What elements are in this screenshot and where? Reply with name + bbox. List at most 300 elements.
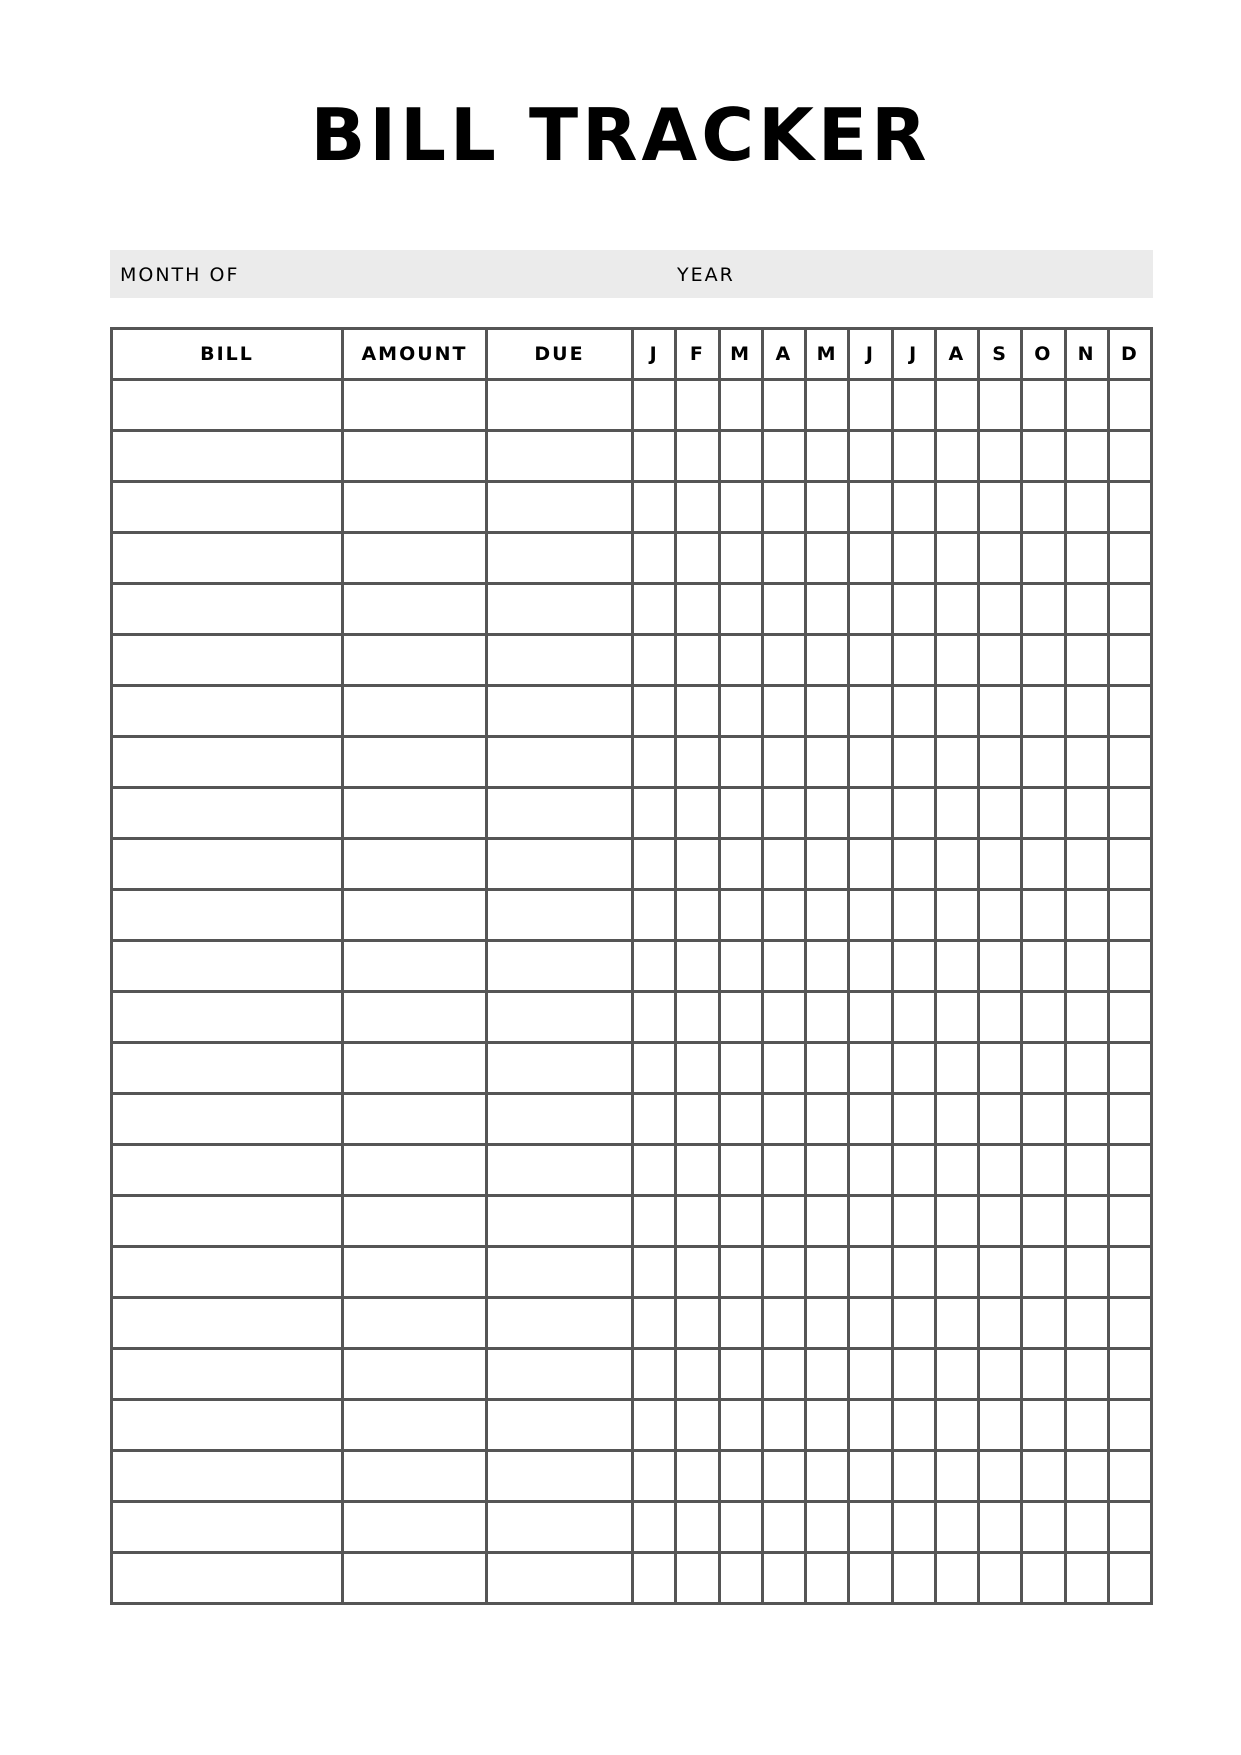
month-checkbox-cell[interactable]	[719, 1094, 762, 1145]
month-checkbox-cell[interactable]	[1108, 1043, 1151, 1094]
month-checkbox-cell[interactable]	[633, 1094, 676, 1145]
entry-cell[interactable]	[487, 584, 633, 635]
month-checkbox-cell[interactable]	[719, 941, 762, 992]
month-checkbox-cell[interactable]	[676, 1145, 719, 1196]
month-checkbox-cell[interactable]	[892, 1502, 935, 1553]
month-checkbox-cell[interactable]	[892, 635, 935, 686]
month-checkbox-cell[interactable]	[1022, 992, 1065, 1043]
month-checkbox-cell[interactable]	[806, 839, 849, 890]
month-checkbox-cell[interactable]	[719, 1553, 762, 1604]
month-checkbox-cell[interactable]	[676, 1196, 719, 1247]
month-checkbox-cell[interactable]	[633, 1502, 676, 1553]
month-checkbox-cell[interactable]	[633, 737, 676, 788]
entry-cell[interactable]	[343, 1451, 487, 1502]
entry-cell[interactable]	[343, 635, 487, 686]
month-checkbox-cell[interactable]	[1108, 431, 1151, 482]
month-checkbox-cell[interactable]	[762, 1400, 805, 1451]
month-checkbox-cell[interactable]	[935, 1298, 978, 1349]
month-checkbox-cell[interactable]	[719, 1298, 762, 1349]
month-checkbox-cell[interactable]	[676, 1451, 719, 1502]
month-checkbox-cell[interactable]	[806, 482, 849, 533]
month-checkbox-cell[interactable]	[719, 1043, 762, 1094]
month-checkbox-cell[interactable]	[1108, 1094, 1151, 1145]
month-checkbox-cell[interactable]	[1065, 431, 1108, 482]
month-checkbox-cell[interactable]	[979, 890, 1022, 941]
month-checkbox-cell[interactable]	[633, 1298, 676, 1349]
month-checkbox-cell[interactable]	[1022, 1349, 1065, 1400]
entry-cell[interactable]	[343, 380, 487, 431]
month-checkbox-cell[interactable]	[892, 1349, 935, 1400]
month-checkbox-cell[interactable]	[979, 1196, 1022, 1247]
month-checkbox-cell[interactable]	[806, 1094, 849, 1145]
entry-cell[interactable]	[343, 1553, 487, 1604]
month-checkbox-cell[interactable]	[762, 1043, 805, 1094]
month-checkbox-cell[interactable]	[806, 941, 849, 992]
entry-cell[interactable]	[343, 839, 487, 890]
month-of-label[interactable]: MONTH OF	[120, 264, 240, 286]
month-checkbox-cell[interactable]	[1065, 686, 1108, 737]
month-checkbox-cell[interactable]	[1108, 635, 1151, 686]
entry-cell[interactable]	[487, 1502, 633, 1553]
month-checkbox-cell[interactable]	[935, 737, 978, 788]
month-checkbox-cell[interactable]	[676, 482, 719, 533]
entry-cell[interactable]	[343, 1145, 487, 1196]
entry-cell[interactable]	[112, 1451, 343, 1502]
month-checkbox-cell[interactable]	[762, 941, 805, 992]
month-checkbox-cell[interactable]	[719, 1400, 762, 1451]
month-checkbox-cell[interactable]	[719, 737, 762, 788]
entry-cell[interactable]	[343, 1247, 487, 1298]
month-checkbox-cell[interactable]	[1022, 686, 1065, 737]
entry-cell[interactable]	[112, 1349, 343, 1400]
month-checkbox-cell[interactable]	[849, 431, 892, 482]
month-checkbox-cell[interactable]	[676, 992, 719, 1043]
month-checkbox-cell[interactable]	[849, 1502, 892, 1553]
entry-cell[interactable]	[112, 890, 343, 941]
month-checkbox-cell[interactable]	[1108, 941, 1151, 992]
month-checkbox-cell[interactable]	[806, 1247, 849, 1298]
month-checkbox-cell[interactable]	[935, 482, 978, 533]
month-checkbox-cell[interactable]	[1065, 635, 1108, 686]
month-checkbox-cell[interactable]	[849, 1553, 892, 1604]
entry-cell[interactable]	[112, 1400, 343, 1451]
month-checkbox-cell[interactable]	[676, 737, 719, 788]
month-checkbox-cell[interactable]	[719, 839, 762, 890]
month-checkbox-cell[interactable]	[1065, 788, 1108, 839]
month-checkbox-cell[interactable]	[633, 1247, 676, 1298]
month-checkbox-cell[interactable]	[892, 380, 935, 431]
month-checkbox-cell[interactable]	[762, 431, 805, 482]
month-checkbox-cell[interactable]	[849, 941, 892, 992]
entry-cell[interactable]	[487, 1196, 633, 1247]
entry-cell[interactable]	[487, 482, 633, 533]
entry-cell[interactable]	[343, 1196, 487, 1247]
month-checkbox-cell[interactable]	[676, 890, 719, 941]
month-checkbox-cell[interactable]	[849, 380, 892, 431]
month-checkbox-cell[interactable]	[676, 431, 719, 482]
month-checkbox-cell[interactable]	[676, 1043, 719, 1094]
month-checkbox-cell[interactable]	[979, 941, 1022, 992]
month-checkbox-cell[interactable]	[892, 1553, 935, 1604]
month-checkbox-cell[interactable]	[935, 533, 978, 584]
month-checkbox-cell[interactable]	[762, 635, 805, 686]
month-checkbox-cell[interactable]	[1022, 1298, 1065, 1349]
month-checkbox-cell[interactable]	[935, 941, 978, 992]
month-checkbox-cell[interactable]	[719, 1145, 762, 1196]
month-checkbox-cell[interactable]	[806, 1196, 849, 1247]
month-checkbox-cell[interactable]	[1065, 1247, 1108, 1298]
month-checkbox-cell[interactable]	[633, 1400, 676, 1451]
month-checkbox-cell[interactable]	[806, 1400, 849, 1451]
month-checkbox-cell[interactable]	[762, 1196, 805, 1247]
month-checkbox-cell[interactable]	[633, 584, 676, 635]
entry-cell[interactable]	[487, 1553, 633, 1604]
month-checkbox-cell[interactable]	[1108, 737, 1151, 788]
month-checkbox-cell[interactable]	[892, 788, 935, 839]
entry-cell[interactable]	[112, 1196, 343, 1247]
month-checkbox-cell[interactable]	[1022, 431, 1065, 482]
month-checkbox-cell[interactable]	[1022, 1145, 1065, 1196]
month-checkbox-cell[interactable]	[1065, 1094, 1108, 1145]
month-checkbox-cell[interactable]	[762, 686, 805, 737]
month-checkbox-cell[interactable]	[849, 839, 892, 890]
entry-cell[interactable]	[487, 1094, 633, 1145]
month-checkbox-cell[interactable]	[935, 584, 978, 635]
month-checkbox-cell[interactable]	[935, 1196, 978, 1247]
month-checkbox-cell[interactable]	[1022, 1451, 1065, 1502]
month-checkbox-cell[interactable]	[762, 1247, 805, 1298]
month-checkbox-cell[interactable]	[849, 1145, 892, 1196]
month-checkbox-cell[interactable]	[935, 1094, 978, 1145]
entry-cell[interactable]	[112, 1298, 343, 1349]
month-checkbox-cell[interactable]	[1065, 482, 1108, 533]
month-checkbox-cell[interactable]	[1022, 1196, 1065, 1247]
month-checkbox-cell[interactable]	[806, 788, 849, 839]
month-checkbox-cell[interactable]	[979, 1145, 1022, 1196]
month-checkbox-cell[interactable]	[633, 1043, 676, 1094]
entry-cell[interactable]	[487, 890, 633, 941]
entry-cell[interactable]	[112, 992, 343, 1043]
month-checkbox-cell[interactable]	[719, 533, 762, 584]
month-checkbox-cell[interactable]	[762, 1145, 805, 1196]
month-checkbox-cell[interactable]	[892, 1145, 935, 1196]
month-checkbox-cell[interactable]	[979, 635, 1022, 686]
entry-cell[interactable]	[112, 737, 343, 788]
month-checkbox-cell[interactable]	[979, 1400, 1022, 1451]
month-checkbox-cell[interactable]	[849, 482, 892, 533]
month-checkbox-cell[interactable]	[979, 584, 1022, 635]
entry-cell[interactable]	[112, 1043, 343, 1094]
month-checkbox-cell[interactable]	[849, 1196, 892, 1247]
entry-cell[interactable]	[112, 635, 343, 686]
month-checkbox-cell[interactable]	[633, 1349, 676, 1400]
month-checkbox-cell[interactable]	[633, 1196, 676, 1247]
month-checkbox-cell[interactable]	[935, 1451, 978, 1502]
month-checkbox-cell[interactable]	[762, 1451, 805, 1502]
month-checkbox-cell[interactable]	[979, 1298, 1022, 1349]
month-checkbox-cell[interactable]	[719, 992, 762, 1043]
entry-cell[interactable]	[487, 941, 633, 992]
month-checkbox-cell[interactable]	[1065, 1298, 1108, 1349]
month-checkbox-cell[interactable]	[1022, 1247, 1065, 1298]
entry-cell[interactable]	[487, 1349, 633, 1400]
entry-cell[interactable]	[487, 1145, 633, 1196]
month-checkbox-cell[interactable]	[892, 839, 935, 890]
entry-cell[interactable]	[343, 533, 487, 584]
month-checkbox-cell[interactable]	[1108, 584, 1151, 635]
entry-cell[interactable]	[112, 1145, 343, 1196]
entry-cell[interactable]	[343, 1298, 487, 1349]
month-checkbox-cell[interactable]	[1065, 1400, 1108, 1451]
month-checkbox-cell[interactable]	[676, 1094, 719, 1145]
month-checkbox-cell[interactable]	[892, 686, 935, 737]
month-checkbox-cell[interactable]	[849, 635, 892, 686]
month-checkbox-cell[interactable]	[1065, 1502, 1108, 1553]
month-checkbox-cell[interactable]	[935, 788, 978, 839]
entry-cell[interactable]	[112, 1502, 343, 1553]
month-checkbox-cell[interactable]	[849, 1094, 892, 1145]
month-checkbox-cell[interactable]	[935, 1349, 978, 1400]
month-checkbox-cell[interactable]	[979, 533, 1022, 584]
month-checkbox-cell[interactable]	[806, 1145, 849, 1196]
month-checkbox-cell[interactable]	[892, 533, 935, 584]
entry-cell[interactable]	[343, 482, 487, 533]
entry-cell[interactable]	[112, 941, 343, 992]
entry-cell[interactable]	[343, 737, 487, 788]
entry-cell[interactable]	[112, 1247, 343, 1298]
month-checkbox-cell[interactable]	[1022, 533, 1065, 584]
month-checkbox-cell[interactable]	[892, 890, 935, 941]
month-checkbox-cell[interactable]	[1065, 380, 1108, 431]
month-checkbox-cell[interactable]	[892, 1298, 935, 1349]
entry-cell[interactable]	[343, 941, 487, 992]
entry-cell[interactable]	[487, 380, 633, 431]
month-checkbox-cell[interactable]	[806, 1043, 849, 1094]
entry-cell[interactable]	[487, 1451, 633, 1502]
month-checkbox-cell[interactable]	[806, 1451, 849, 1502]
month-checkbox-cell[interactable]	[849, 992, 892, 1043]
month-checkbox-cell[interactable]	[979, 380, 1022, 431]
month-checkbox-cell[interactable]	[762, 1553, 805, 1604]
entry-cell[interactable]	[343, 992, 487, 1043]
entry-cell[interactable]	[487, 1247, 633, 1298]
month-checkbox-cell[interactable]	[849, 890, 892, 941]
month-checkbox-cell[interactable]	[979, 1553, 1022, 1604]
month-checkbox-cell[interactable]	[1065, 941, 1108, 992]
month-checkbox-cell[interactable]	[892, 992, 935, 1043]
month-checkbox-cell[interactable]	[849, 1298, 892, 1349]
month-checkbox-cell[interactable]	[676, 635, 719, 686]
month-checkbox-cell[interactable]	[806, 1502, 849, 1553]
month-checkbox-cell[interactable]	[719, 1451, 762, 1502]
month-checkbox-cell[interactable]	[1108, 1196, 1151, 1247]
month-checkbox-cell[interactable]	[979, 1094, 1022, 1145]
month-checkbox-cell[interactable]	[719, 431, 762, 482]
month-checkbox-cell[interactable]	[935, 890, 978, 941]
month-checkbox-cell[interactable]	[1108, 1145, 1151, 1196]
month-checkbox-cell[interactable]	[806, 686, 849, 737]
month-checkbox-cell[interactable]	[719, 635, 762, 686]
month-checkbox-cell[interactable]	[719, 788, 762, 839]
month-checkbox-cell[interactable]	[633, 941, 676, 992]
month-checkbox-cell[interactable]	[979, 482, 1022, 533]
month-checkbox-cell[interactable]	[719, 1502, 762, 1553]
month-checkbox-cell[interactable]	[935, 1400, 978, 1451]
month-checkbox-cell[interactable]	[633, 890, 676, 941]
entry-cell[interactable]	[487, 635, 633, 686]
month-checkbox-cell[interactable]	[806, 737, 849, 788]
entry-cell[interactable]	[343, 1400, 487, 1451]
month-checkbox-cell[interactable]	[979, 1349, 1022, 1400]
month-checkbox-cell[interactable]	[892, 584, 935, 635]
month-checkbox-cell[interactable]	[1022, 1043, 1065, 1094]
entry-cell[interactable]	[343, 431, 487, 482]
month-checkbox-cell[interactable]	[719, 1196, 762, 1247]
month-checkbox-cell[interactable]	[935, 1247, 978, 1298]
month-checkbox-cell[interactable]	[806, 431, 849, 482]
month-checkbox-cell[interactable]	[676, 1298, 719, 1349]
month-checkbox-cell[interactable]	[762, 890, 805, 941]
month-checkbox-cell[interactable]	[1108, 380, 1151, 431]
entry-cell[interactable]	[112, 482, 343, 533]
month-checkbox-cell[interactable]	[762, 839, 805, 890]
entry-cell[interactable]	[112, 1553, 343, 1604]
month-checkbox-cell[interactable]	[1108, 1451, 1151, 1502]
month-checkbox-cell[interactable]	[935, 431, 978, 482]
month-checkbox-cell[interactable]	[1065, 1553, 1108, 1604]
month-checkbox-cell[interactable]	[806, 584, 849, 635]
month-checkbox-cell[interactable]	[633, 431, 676, 482]
month-checkbox-cell[interactable]	[676, 380, 719, 431]
month-checkbox-cell[interactable]	[676, 1349, 719, 1400]
entry-cell[interactable]	[487, 737, 633, 788]
month-checkbox-cell[interactable]	[935, 635, 978, 686]
entry-cell[interactable]	[487, 1043, 633, 1094]
month-checkbox-cell[interactable]	[1108, 1400, 1151, 1451]
month-checkbox-cell[interactable]	[1065, 1196, 1108, 1247]
month-checkbox-cell[interactable]	[849, 686, 892, 737]
month-checkbox-cell[interactable]	[935, 1043, 978, 1094]
entry-cell[interactable]	[487, 533, 633, 584]
month-checkbox-cell[interactable]	[633, 686, 676, 737]
month-checkbox-cell[interactable]	[719, 890, 762, 941]
month-checkbox-cell[interactable]	[676, 686, 719, 737]
month-checkbox-cell[interactable]	[806, 533, 849, 584]
month-checkbox-cell[interactable]	[1065, 1451, 1108, 1502]
month-checkbox-cell[interactable]	[1065, 839, 1108, 890]
month-checkbox-cell[interactable]	[892, 482, 935, 533]
month-checkbox-cell[interactable]	[633, 839, 676, 890]
entry-cell[interactable]	[343, 890, 487, 941]
month-checkbox-cell[interactable]	[633, 1553, 676, 1604]
month-checkbox-cell[interactable]	[892, 1196, 935, 1247]
month-checkbox-cell[interactable]	[892, 1043, 935, 1094]
month-checkbox-cell[interactable]	[676, 788, 719, 839]
month-checkbox-cell[interactable]	[892, 737, 935, 788]
month-checkbox-cell[interactable]	[1065, 584, 1108, 635]
month-checkbox-cell[interactable]	[935, 839, 978, 890]
month-checkbox-cell[interactable]	[892, 431, 935, 482]
month-checkbox-cell[interactable]	[1108, 890, 1151, 941]
month-checkbox-cell[interactable]	[633, 992, 676, 1043]
month-checkbox-cell[interactable]	[979, 1451, 1022, 1502]
month-checkbox-cell[interactable]	[719, 686, 762, 737]
month-checkbox-cell[interactable]	[935, 380, 978, 431]
month-checkbox-cell[interactable]	[676, 533, 719, 584]
month-checkbox-cell[interactable]	[935, 686, 978, 737]
month-checkbox-cell[interactable]	[1022, 380, 1065, 431]
entry-cell[interactable]	[487, 1298, 633, 1349]
month-checkbox-cell[interactable]	[676, 1502, 719, 1553]
month-checkbox-cell[interactable]	[935, 1145, 978, 1196]
month-checkbox-cell[interactable]	[1108, 533, 1151, 584]
month-checkbox-cell[interactable]	[806, 380, 849, 431]
month-checkbox-cell[interactable]	[849, 737, 892, 788]
month-checkbox-cell[interactable]	[762, 1298, 805, 1349]
month-checkbox-cell[interactable]	[806, 1349, 849, 1400]
month-checkbox-cell[interactable]	[979, 1043, 1022, 1094]
month-checkbox-cell[interactable]	[1022, 1502, 1065, 1553]
month-checkbox-cell[interactable]	[633, 1145, 676, 1196]
month-checkbox-cell[interactable]	[762, 737, 805, 788]
month-checkbox-cell[interactable]	[1108, 1553, 1151, 1604]
month-checkbox-cell[interactable]	[806, 1553, 849, 1604]
entry-cell[interactable]	[487, 431, 633, 482]
entry-cell[interactable]	[343, 1094, 487, 1145]
month-checkbox-cell[interactable]	[1022, 635, 1065, 686]
month-checkbox-cell[interactable]	[1022, 941, 1065, 992]
entry-cell[interactable]	[487, 839, 633, 890]
month-checkbox-cell[interactable]	[1108, 1502, 1151, 1553]
month-checkbox-cell[interactable]	[935, 1502, 978, 1553]
month-checkbox-cell[interactable]	[935, 1553, 978, 1604]
entry-cell[interactable]	[343, 788, 487, 839]
entry-cell[interactable]	[112, 839, 343, 890]
month-checkbox-cell[interactable]	[892, 1451, 935, 1502]
entry-cell[interactable]	[112, 686, 343, 737]
month-checkbox-cell[interactable]	[633, 635, 676, 686]
entry-cell[interactable]	[487, 1400, 633, 1451]
month-checkbox-cell[interactable]	[849, 1451, 892, 1502]
entry-cell[interactable]	[112, 380, 343, 431]
month-checkbox-cell[interactable]	[633, 380, 676, 431]
month-checkbox-cell[interactable]	[1022, 1400, 1065, 1451]
month-checkbox-cell[interactable]	[892, 1247, 935, 1298]
entry-cell[interactable]	[487, 788, 633, 839]
month-checkbox-cell[interactable]	[1108, 788, 1151, 839]
month-checkbox-cell[interactable]	[979, 839, 1022, 890]
month-checkbox-cell[interactable]	[849, 788, 892, 839]
month-checkbox-cell[interactable]	[849, 1400, 892, 1451]
month-checkbox-cell[interactable]	[719, 482, 762, 533]
month-checkbox-cell[interactable]	[1022, 839, 1065, 890]
month-checkbox-cell[interactable]	[979, 992, 1022, 1043]
month-checkbox-cell[interactable]	[633, 482, 676, 533]
month-checkbox-cell[interactable]	[762, 584, 805, 635]
month-checkbox-cell[interactable]	[849, 1043, 892, 1094]
month-checkbox-cell[interactable]	[806, 635, 849, 686]
month-checkbox-cell[interactable]	[633, 533, 676, 584]
entry-cell[interactable]	[487, 686, 633, 737]
month-checkbox-cell[interactable]	[979, 737, 1022, 788]
month-checkbox-cell[interactable]	[849, 1349, 892, 1400]
entry-cell[interactable]	[343, 1502, 487, 1553]
month-checkbox-cell[interactable]	[1065, 737, 1108, 788]
month-checkbox-cell[interactable]	[1065, 1043, 1108, 1094]
month-checkbox-cell[interactable]	[1108, 1349, 1151, 1400]
month-checkbox-cell[interactable]	[892, 941, 935, 992]
month-checkbox-cell[interactable]	[1108, 1298, 1151, 1349]
